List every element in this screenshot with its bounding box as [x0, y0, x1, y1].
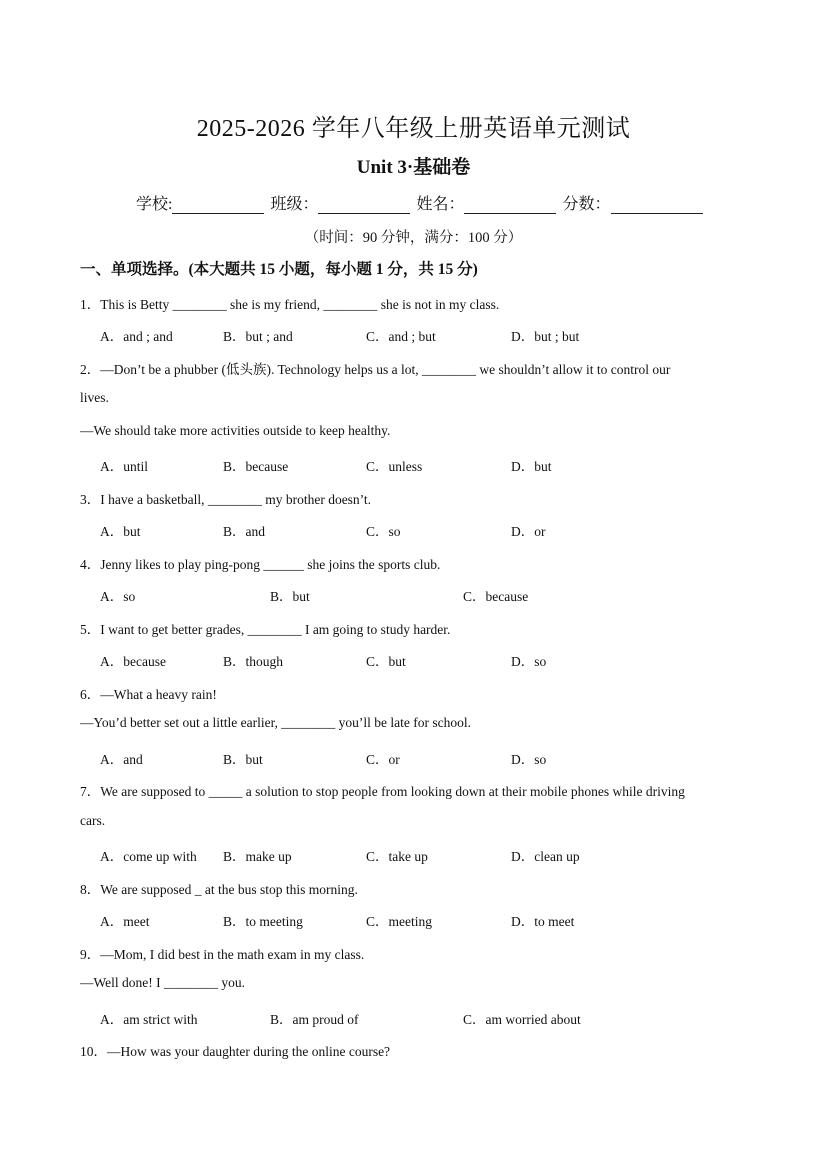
q5-option-a[interactable]: A．because — [100, 654, 166, 669]
question-2-cont: lives. — [80, 390, 109, 405]
q8-option-d[interactable]: D．to meet — [511, 914, 575, 929]
q5-option-d[interactable]: D．so — [511, 654, 547, 669]
q4-option-a[interactable]: A．so — [100, 589, 136, 604]
q9-option-c[interactable]: C．am worried about — [463, 1012, 581, 1027]
question-7-cont: cars. — [80, 813, 106, 828]
class-blank[interactable] — [318, 197, 410, 214]
q9-option-b[interactable]: B．am proud of — [270, 1012, 359, 1027]
name-label: 姓名： — [416, 196, 465, 213]
page-subtitle: Unit 3·基础卷 — [356, 157, 471, 178]
section-heading: 一、单项选择。(本大题共 15 小题，每小题 1 分，共 15 分) — [80, 261, 478, 278]
q1-option-d[interactable]: D．but ; but — [511, 329, 580, 344]
q7-option-b[interactable]: B．make up — [223, 849, 292, 864]
question-8: 8．We are supposed _ at the bus stop this morning. — [80, 882, 358, 897]
q1-option-a[interactable]: A．and ; and — [100, 329, 173, 344]
q3-option-b[interactable]: B．and — [223, 524, 265, 539]
question-5: 5．I want to get better grades, ________ I am going to study harder. — [80, 622, 451, 637]
q1-option-b[interactable]: B．but ; and — [223, 329, 293, 344]
question-1: 1．This is Betty ________ she is my friend, ________ she is not in my class. — [80, 297, 500, 312]
question-7: 7．We are supposed to _____ a solution to stop people from looking down at their mobile phones while driving — [80, 784, 685, 799]
q7-option-a[interactable]: A．come up with — [100, 849, 197, 864]
q8-option-b[interactable]: B．to meeting — [223, 914, 303, 929]
q2-option-a[interactable]: A．until — [100, 459, 149, 474]
question-6-reply: —You’d better set out a little earlier, ________ you’ll be late for school. — [80, 715, 471, 730]
school-label: 学校: — [136, 196, 173, 213]
q3-option-a[interactable]: A．but — [100, 524, 141, 539]
class-label: 班级： — [270, 196, 319, 213]
question-9: 9．—Mom, I did best in the math exam in my class. — [80, 947, 365, 962]
question-4: 4．Jenny likes to play ping-pong ______ she joins the sports club. — [80, 557, 441, 572]
q8-option-a[interactable]: A．meet — [100, 914, 150, 929]
q3-option-d[interactable]: D．or — [511, 524, 546, 539]
q2-option-c[interactable]: C．unless — [366, 459, 423, 474]
question-9-reply: —Well done! I ________ you. — [80, 975, 246, 990]
score-blank[interactable] — [611, 197, 703, 214]
q7-option-d[interactable]: D．clean up — [511, 849, 580, 864]
q8-option-c[interactable]: C．meeting — [366, 914, 432, 929]
q6-option-d[interactable]: D．so — [511, 752, 547, 767]
question-2: 2．—Don’t be a phubber (低头族). Technology helps us a lot, ________ we shouldn’t allow it to control our — [80, 362, 671, 377]
q2-option-b[interactable]: B．because — [223, 459, 289, 474]
time-info: （时间：90 分钟，满分：100 分） — [304, 230, 523, 246]
q9-option-a[interactable]: A．am strict with — [100, 1012, 198, 1027]
q3-option-c[interactable]: C．so — [366, 524, 401, 539]
q6-option-b[interactable]: B．but — [223, 752, 263, 767]
question-10: 10．—How was your daughter during the online course? — [80, 1044, 391, 1059]
q1-option-c[interactable]: C．and ; but — [366, 329, 436, 344]
question-3: 3．I have a basketball, ________ my brother doesn’t. — [80, 492, 372, 507]
q4-option-b[interactable]: B．but — [270, 589, 310, 604]
school-blank[interactable] — [172, 197, 264, 214]
q6-option-c[interactable]: C．or — [366, 752, 400, 767]
q4-option-c[interactable]: C．because — [463, 589, 529, 604]
q5-option-c[interactable]: C．but — [366, 654, 406, 669]
question-6: 6．—What a heavy rain! — [80, 687, 217, 702]
q2-option-d[interactable]: D．but — [511, 459, 552, 474]
q5-option-b[interactable]: B．though — [223, 654, 284, 669]
score-label: 分数： — [562, 196, 611, 213]
q7-option-c[interactable]: C．take up — [366, 849, 428, 864]
q6-option-a[interactable]: A．and — [100, 752, 143, 767]
page-title: 2025-2026 学年八年级上册英语单元测试 — [196, 116, 631, 142]
student-info-fields — [136, 191, 705, 214]
name-blank[interactable] — [464, 197, 556, 214]
question-2-reply: —We should take more activities outside to keep healthy. — [80, 423, 391, 438]
